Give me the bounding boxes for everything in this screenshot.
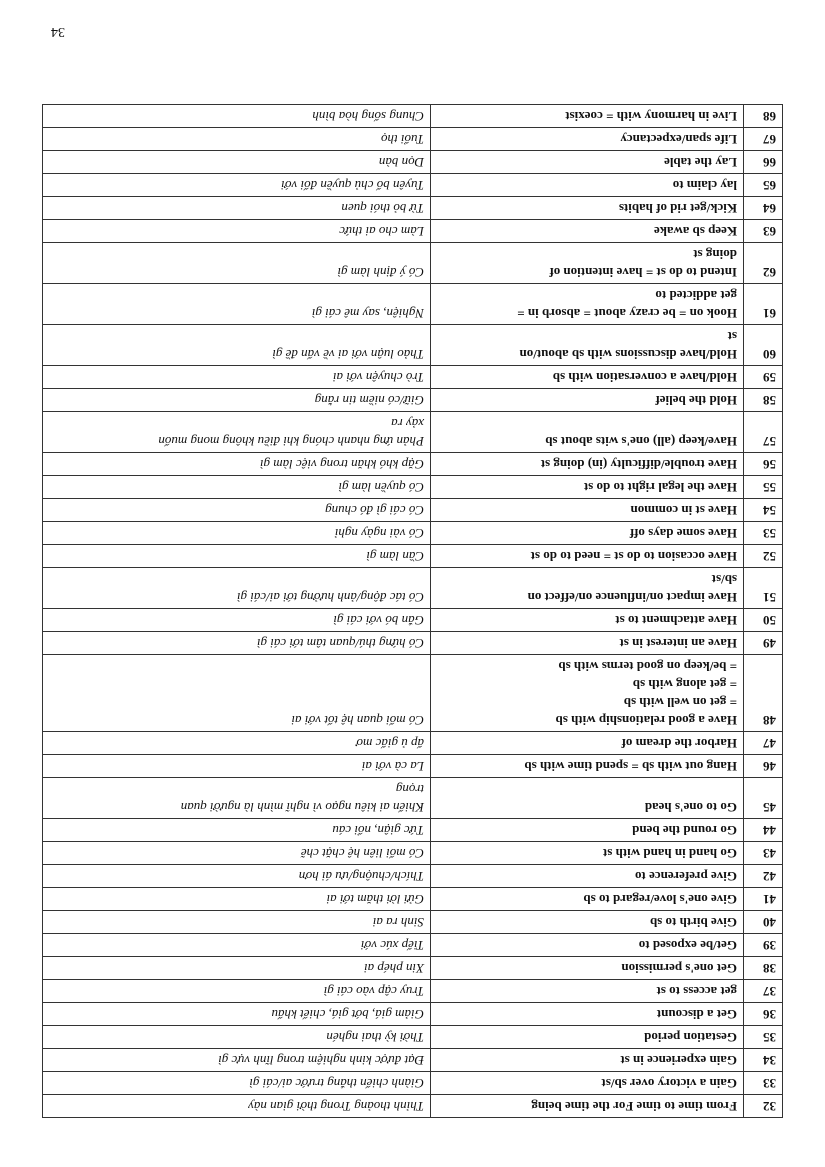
meaning-cell	[43, 105, 431, 128]
meaning-line: Sinh ra ai	[372, 915, 424, 930]
phrase-cell	[431, 911, 744, 934]
meaning-cell	[43, 389, 431, 412]
table-row	[43, 453, 783, 476]
meaning-cell	[43, 755, 431, 778]
meaning-line: xảy ra	[391, 416, 424, 431]
meaning-cell	[43, 819, 431, 842]
meaning-line: Giành chiến thắng trước ai/cái gì	[249, 1076, 424, 1091]
meaning-line: Gửi lời thăm tới ai	[326, 892, 424, 907]
table-row	[43, 522, 783, 545]
meaning-cell	[43, 453, 431, 476]
phrase-cell	[431, 389, 744, 412]
phrase-line: sb/st	[711, 572, 737, 587]
meaning-line: Xin phép ai	[364, 961, 424, 976]
phrase-cell	[431, 842, 744, 865]
table-row	[43, 609, 783, 632]
row-number: 50	[744, 609, 783, 632]
meaning-cell	[43, 1003, 431, 1026]
row-number: 52	[744, 545, 783, 568]
phrase-line: Go to one's head	[644, 800, 737, 815]
meaning-cell	[43, 174, 431, 197]
row-number: 48	[744, 655, 783, 732]
phrase-cell	[431, 1072, 744, 1095]
phrase-cell	[431, 105, 744, 128]
phrase-line: Go round the bend	[632, 823, 737, 838]
phrase-line: Have/keep (all) one's wits about sb	[545, 434, 737, 449]
phrase-cell	[431, 609, 744, 632]
meaning-line: Giữ/có niềm tin rằng	[314, 393, 424, 408]
phrase-line: Give birth to sb	[649, 915, 737, 930]
meaning-cell	[43, 911, 431, 934]
meaning-line: Cần làm gì	[366, 549, 424, 564]
vocabulary-table	[42, 104, 783, 1118]
row-number: 66	[744, 151, 783, 174]
meaning-cell	[43, 1049, 431, 1072]
meaning-line: Có hứng thú/quan tâm tới cái gì	[256, 636, 424, 651]
phrase-cell	[431, 888, 744, 911]
phrase-line: Have some days off	[629, 526, 737, 541]
table-row	[43, 1072, 783, 1095]
meaning-line: Làm cho ai thức	[339, 224, 424, 239]
table-row	[43, 389, 783, 412]
table-row	[43, 888, 783, 911]
phrase-line: = get along with sb	[632, 677, 737, 692]
phrase-line: get access to st	[656, 984, 737, 999]
meaning-cell	[43, 957, 431, 980]
row-number: 46	[744, 755, 783, 778]
phrase-cell	[431, 197, 744, 220]
meaning-line: Thích/chuộng/ưu ái hơn	[298, 869, 424, 884]
meaning-line: Thỉnh thoảng Trong thời gian này	[248, 1099, 424, 1114]
phrase-line: Have attachment to st	[615, 613, 737, 628]
phrase-line: Give preference to	[634, 869, 737, 884]
meaning-line: Phản ứng nhanh chóng khi điều không mong muốn	[158, 434, 424, 449]
meaning-line: Tuổi thọ	[381, 132, 424, 147]
phrase-cell	[431, 476, 744, 499]
row-number: 38	[744, 957, 783, 980]
table-row	[43, 655, 783, 732]
meaning-cell	[43, 632, 431, 655]
phrase-cell	[431, 522, 744, 545]
row-number: 42	[744, 865, 783, 888]
meaning-cell	[43, 980, 431, 1003]
phrase-cell	[431, 755, 744, 778]
row-number: 59	[744, 366, 783, 389]
phrase-cell	[431, 934, 744, 957]
meaning-line: Từ bỏ thói quen	[341, 201, 424, 216]
row-number: 55	[744, 476, 783, 499]
meaning-line: Nghiện, say mê cái gì	[311, 306, 424, 321]
meaning-cell	[43, 609, 431, 632]
phrase-line: Have an interest in st	[619, 636, 737, 651]
row-number: 45	[744, 778, 783, 819]
meaning-cell	[43, 1072, 431, 1095]
meaning-cell	[43, 499, 431, 522]
table-row	[43, 568, 783, 609]
phrase-line: Keep sb awake	[653, 224, 737, 239]
meaning-cell	[43, 1026, 431, 1049]
phrase-cell	[431, 865, 744, 888]
meaning-cell	[43, 522, 431, 545]
meaning-line: Có cái gì đó chung	[325, 503, 424, 518]
row-number: 51	[744, 568, 783, 609]
row-number: 35	[744, 1026, 783, 1049]
meaning-line: Gặp khó khăn trong việc làm gì	[259, 457, 424, 472]
phrase-line: Go hand in hand with st	[602, 846, 737, 861]
row-number: 64	[744, 197, 783, 220]
row-number: 68	[744, 105, 783, 128]
meaning-cell	[43, 655, 431, 732]
table-row	[43, 1003, 783, 1026]
table-row	[43, 934, 783, 957]
row-number: 36	[744, 1003, 783, 1026]
phrase-line: Intend to do st = have intention of	[549, 265, 737, 280]
meaning-line: Có mối quan hệ tốt với ai	[291, 713, 424, 728]
phrase-line: Gain experience in st	[620, 1053, 737, 1068]
row-number: 56	[744, 453, 783, 476]
phrase-cell	[431, 151, 744, 174]
row-number: 67	[744, 128, 783, 151]
table-row	[43, 1049, 783, 1072]
table-row	[43, 819, 783, 842]
meaning-line: Giảm giá, bớt giá, chiết khấu	[271, 1007, 424, 1022]
row-number: 54	[744, 499, 783, 522]
meaning-cell	[43, 888, 431, 911]
phrase-cell	[431, 366, 744, 389]
phrase-line: Get a discount	[656, 1007, 737, 1022]
meaning-cell	[43, 732, 431, 755]
meaning-cell	[43, 220, 431, 243]
table-row	[43, 243, 783, 284]
phrase-cell	[431, 1095, 744, 1118]
row-number: 49	[744, 632, 783, 655]
table-row	[43, 325, 783, 366]
meaning-cell	[43, 151, 431, 174]
meaning-line: Thảo luận với ai về vấn đề gì	[272, 347, 424, 362]
phrase-cell	[431, 1049, 744, 1072]
phrase-cell	[431, 655, 744, 732]
row-number: 61	[744, 284, 783, 325]
phrase-cell	[431, 778, 744, 819]
meaning-cell	[43, 128, 431, 151]
table-body	[43, 105, 783, 1118]
meaning-line: Gắn bó với cái gì	[333, 613, 424, 628]
phrase-line: Gestation period	[644, 1030, 737, 1045]
table-row	[43, 545, 783, 568]
meaning-line: Có ý định làm gì	[337, 265, 424, 280]
meaning-line: Tuyên bố chủ quyền đối với	[280, 178, 424, 193]
phrase-line: Gain a victory over sb/st	[601, 1076, 737, 1091]
meaning-line: Tiếp xúc với	[360, 938, 424, 953]
table-row	[43, 732, 783, 755]
phrase-line: lay claim to	[672, 178, 737, 193]
phrase-cell	[431, 174, 744, 197]
table-row	[43, 499, 783, 522]
phrase-cell	[431, 819, 744, 842]
row-number: 34	[744, 1049, 783, 1072]
phrase-line: Have trouble/difficulty (in) doing st	[540, 457, 737, 472]
table-row	[43, 197, 783, 220]
meaning-line: Khiến ai kiêu ngạo vì nghĩ mình là người quan	[180, 800, 424, 815]
row-number: 44	[744, 819, 783, 842]
row-number: 33	[744, 1072, 783, 1095]
phrase-cell	[431, 499, 744, 522]
row-number: 58	[744, 389, 783, 412]
phrase-line: Life span/expectancy	[620, 132, 737, 147]
phrase-line: Harbor the dream of	[621, 736, 737, 751]
meaning-line: trọng	[395, 782, 424, 797]
phrase-line: Kick/get rid of habits	[618, 201, 737, 216]
row-number: 39	[744, 934, 783, 957]
table-row	[43, 476, 783, 499]
row-number: 43	[744, 842, 783, 865]
meaning-line: Trò chuyện với ai	[332, 370, 424, 385]
phrase-cell	[431, 453, 744, 476]
phrase-cell	[431, 128, 744, 151]
phrase-line: Give one's love/regard to sb	[583, 892, 737, 907]
phrase-cell	[431, 957, 744, 980]
phrase-line: = be/keep on good terms with sb	[558, 659, 737, 674]
meaning-line: Dọn bàn	[378, 155, 424, 170]
table-row	[43, 1026, 783, 1049]
meaning-cell	[43, 197, 431, 220]
phrase-cell	[431, 220, 744, 243]
phrase-line: st	[727, 329, 737, 344]
meaning-line: Có vài ngày nghỉ	[334, 526, 424, 541]
meaning-cell	[43, 412, 431, 453]
phrase-cell	[431, 325, 744, 366]
table-row	[43, 842, 783, 865]
phrase-line: Have a good relationship with sb	[555, 713, 737, 728]
meaning-cell	[43, 1095, 431, 1118]
row-number: 65	[744, 174, 783, 197]
table-row	[43, 151, 783, 174]
phrase-line: doing st	[693, 247, 737, 262]
meaning-line: Thời kỳ thai nghén	[326, 1030, 424, 1045]
meaning-cell	[43, 545, 431, 568]
row-number: 57	[744, 412, 783, 453]
table-row	[43, 412, 783, 453]
table-row	[43, 957, 783, 980]
meaning-cell	[43, 568, 431, 609]
row-number: 53	[744, 522, 783, 545]
meaning-line: La cà với ai	[361, 759, 424, 774]
meaning-line: Đạt được kinh nghiệm trong lĩnh vực gì	[218, 1053, 424, 1068]
phrase-line: Hang out with sb = spend time with sb	[524, 759, 737, 774]
table-row	[43, 128, 783, 151]
phrase-line: Hold the belief	[655, 393, 737, 408]
phrase-cell	[431, 732, 744, 755]
row-number: 37	[744, 980, 783, 1003]
phrase-cell	[431, 1026, 744, 1049]
meaning-cell	[43, 284, 431, 325]
table-row	[43, 105, 783, 128]
meaning-line: Truy cập vào cái gì	[323, 984, 424, 999]
meaning-line: Có mối liên hệ chặt chẽ	[300, 846, 424, 861]
meaning-cell	[43, 325, 431, 366]
row-number: 63	[744, 220, 783, 243]
phrase-line: From time to time For the time being	[531, 1099, 737, 1114]
table-row	[43, 755, 783, 778]
meaning-line: Chung sống hòa bình	[312, 109, 424, 124]
phrase-cell	[431, 545, 744, 568]
page-number: 34	[51, 24, 65, 39]
table-row	[43, 220, 783, 243]
meaning-line: ấp ủ giấc mơ	[356, 736, 424, 751]
row-number: 47	[744, 732, 783, 755]
meaning-line: Có quyền làm gì	[338, 480, 424, 495]
meaning-line: Có tác động/ảnh hưởng tới ai/cái gì	[236, 590, 424, 605]
phrase-line: Hold/have discussions with sb about/on	[519, 347, 737, 362]
table-row	[43, 778, 783, 819]
phrase-line: Lay the table	[664, 155, 737, 170]
table-row	[43, 632, 783, 655]
meaning-line: Tức giận, nổi cáu	[332, 823, 424, 838]
phrase-cell	[431, 412, 744, 453]
row-number: 62	[744, 243, 783, 284]
row-number: 40	[744, 911, 783, 934]
phrase-line: Have impact on/influence on/effect on	[527, 590, 737, 605]
phrase-cell	[431, 243, 744, 284]
phrase-line: get addicted to	[655, 288, 737, 303]
meaning-cell	[43, 778, 431, 819]
meaning-cell	[43, 476, 431, 499]
phrase-cell	[431, 1003, 744, 1026]
table-row	[43, 911, 783, 934]
meaning-cell	[43, 243, 431, 284]
table-row	[43, 865, 783, 888]
table-row	[43, 366, 783, 389]
row-number: 32	[744, 1095, 783, 1118]
meaning-cell	[43, 934, 431, 957]
phrase-line: = get on well with sb	[623, 695, 737, 710]
phrase-cell	[431, 284, 744, 325]
phrase-cell	[431, 568, 744, 609]
phrase-line: Hold/have a conversation with sb	[552, 370, 737, 385]
meaning-cell	[43, 366, 431, 389]
row-number: 60	[744, 325, 783, 366]
phrase-line: Live in harmony with = coexist	[565, 109, 737, 124]
phrase-line: Have occasion to do st = need to do st	[530, 549, 737, 564]
phrase-line: Get one's permission	[621, 961, 737, 976]
phrase-line: Have st in common	[630, 503, 737, 518]
meaning-cell	[43, 842, 431, 865]
table-row	[43, 1095, 783, 1118]
table-row	[43, 174, 783, 197]
phrase-cell	[431, 632, 744, 655]
phrase-line: Have the legal right to do st	[583, 480, 737, 495]
table-row	[43, 284, 783, 325]
phrase-line: Hook on = be crazy about = absorb in =	[517, 306, 737, 321]
row-number: 41	[744, 888, 783, 911]
phrase-cell	[431, 980, 744, 1003]
phrase-line: Get/be exposed to	[638, 938, 737, 953]
meaning-cell	[43, 865, 431, 888]
table-row	[43, 980, 783, 1003]
